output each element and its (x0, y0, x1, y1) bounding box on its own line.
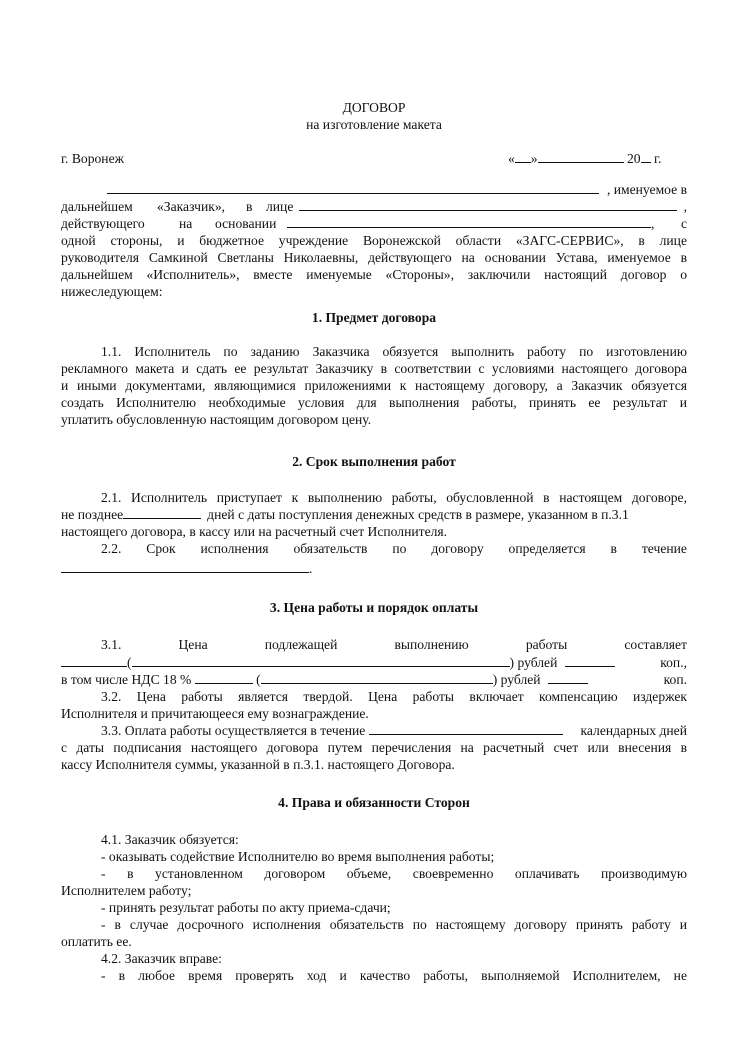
s4-line-5: - принять результат работы по акту приема-сдачи; (101, 900, 391, 915)
s3-line-3: в том числе НДС 18 % ( ) рублей коп. (61, 672, 687, 687)
price-kop-blank (565, 655, 615, 667)
s3-line-8: кассу Исполнителя суммы, указанной в п.3.1. настоящего Договора. (61, 757, 455, 772)
price-words-blank (132, 655, 510, 667)
preamble-line-4: одной стороны, и бюджетное учреждение Воронежской области «ЗАГС-СЕРВИС», в лице (61, 233, 687, 248)
term-blank (61, 561, 309, 573)
s2-line-4: 2.2. Срок исполнения обязательств по договору определяется в течение (101, 541, 687, 556)
preamble-line-7: нижеследующем: (61, 284, 163, 299)
s2-line-1: 2.1. Исполнитель приступает к выполнению работы, обусловленной в настоящем договоре, (101, 490, 687, 505)
s1-line-1: 1.1. Исполнитель по заданию Заказчика обязуется выполнить работу по изготовлению (101, 344, 687, 359)
s3-line-2: ( ) рублей коп., (61, 655, 687, 671)
s3-line-1: 3.1. Цена подлежащей выполнению работы составляет (101, 637, 687, 652)
contract-date: « » 20 г. (508, 151, 662, 166)
month-blank (538, 151, 624, 163)
document-subtitle: на изготовление макета (306, 117, 442, 132)
day-blank (515, 151, 531, 163)
s2-line-3: настоящего договора, в кассу или на расчетный счет Исполнителя. (61, 524, 448, 539)
s1-line-4: создать Исполнителю необходимые условия для выполнения работы, принять ее результат и (61, 395, 687, 410)
preamble-line-5: руководителя Самкиной Светланы Николаевны, действующего на основании Устава, именуемое в (61, 250, 687, 265)
s1-line-2: рекламного макета и сдать ее результат Заказчику в соответствии с условиями настоящего договора (61, 361, 687, 376)
section-1-heading: 1. Предмет договора (311, 310, 437, 325)
year-blank (641, 151, 651, 163)
price-digits-blank (61, 655, 127, 667)
s1-line-5: уплатить обусловленную настоящим договором цену. (61, 412, 372, 427)
preamble-line-2: дальнейшем «Заказчик», в лице , (61, 199, 687, 214)
vat-digits-blank (195, 672, 253, 684)
s2-line-2: не позднее дней с даты поступления денежных средств в размере, указанном в п.3.1 (61, 507, 629, 522)
customer-name-blank (107, 182, 599, 194)
section-2-heading: 2. Срок выполнения работ (292, 454, 456, 469)
document-title: ДОГОВОР (342, 100, 406, 115)
s4-line-3: - в установленном договором объеме, своевременно оплачивать производимую (101, 866, 687, 881)
s2-line-5: . (61, 561, 687, 577)
s4-line-4: Исполнителем работу; (61, 883, 192, 898)
days-blank (123, 507, 201, 519)
s4-line-7: оплатить ее. (61, 934, 132, 949)
section-4-heading: 4. Права и обязанности Сторон (278, 795, 470, 810)
basis-blank (287, 216, 651, 228)
city: г. Воронеж (61, 151, 124, 166)
s1-line-3: и иными документами, являющимися приложениями к настоящему договору, а Заказчик обязуется (61, 378, 687, 393)
representative-blank (299, 199, 677, 211)
s4-line-9: - в любое время проверять ход и качество работы, выполняемой Исполнителем, не (101, 968, 687, 983)
city-date-row (61, 151, 687, 167)
s3-line-7: с даты подписания настоящего договора путем перечисления на расчетный счет или внесения в (61, 740, 687, 755)
preamble-line-6: дальнейшем «Исполнитель», вместе именуемые «Стороны», заключили настоящий договор о (61, 267, 687, 282)
vat-kop-blank (548, 672, 588, 684)
s3-line-4: 3.2. Цена работы является твердой. Цена работы включает компенсацию издержек (101, 689, 687, 704)
preamble-line-3: действующего на основании , с (61, 216, 687, 231)
s3-line-5: Исполнителя и причитающееся ему вознаграждение. (61, 706, 369, 721)
s3-line-6: 3.3. Оплата работы осуществляется в течение календарных дней (101, 723, 687, 738)
s4-line-2: - оказывать содействие Исполнителю во время выполнения работы; (101, 849, 495, 864)
section-3-heading: 3. Цена работы и порядок оплаты (269, 600, 479, 615)
s4-line-6: - в случае досрочного исполнения обязательств по настоящему договору принять работу и (101, 917, 687, 932)
payment-days-blank (369, 723, 563, 735)
s4-line-8: 4.2. Заказчик вправе: (101, 951, 222, 966)
s4-line-1: 4.1. Заказчик обязуется: (101, 832, 239, 847)
vat-words-blank (261, 672, 493, 684)
